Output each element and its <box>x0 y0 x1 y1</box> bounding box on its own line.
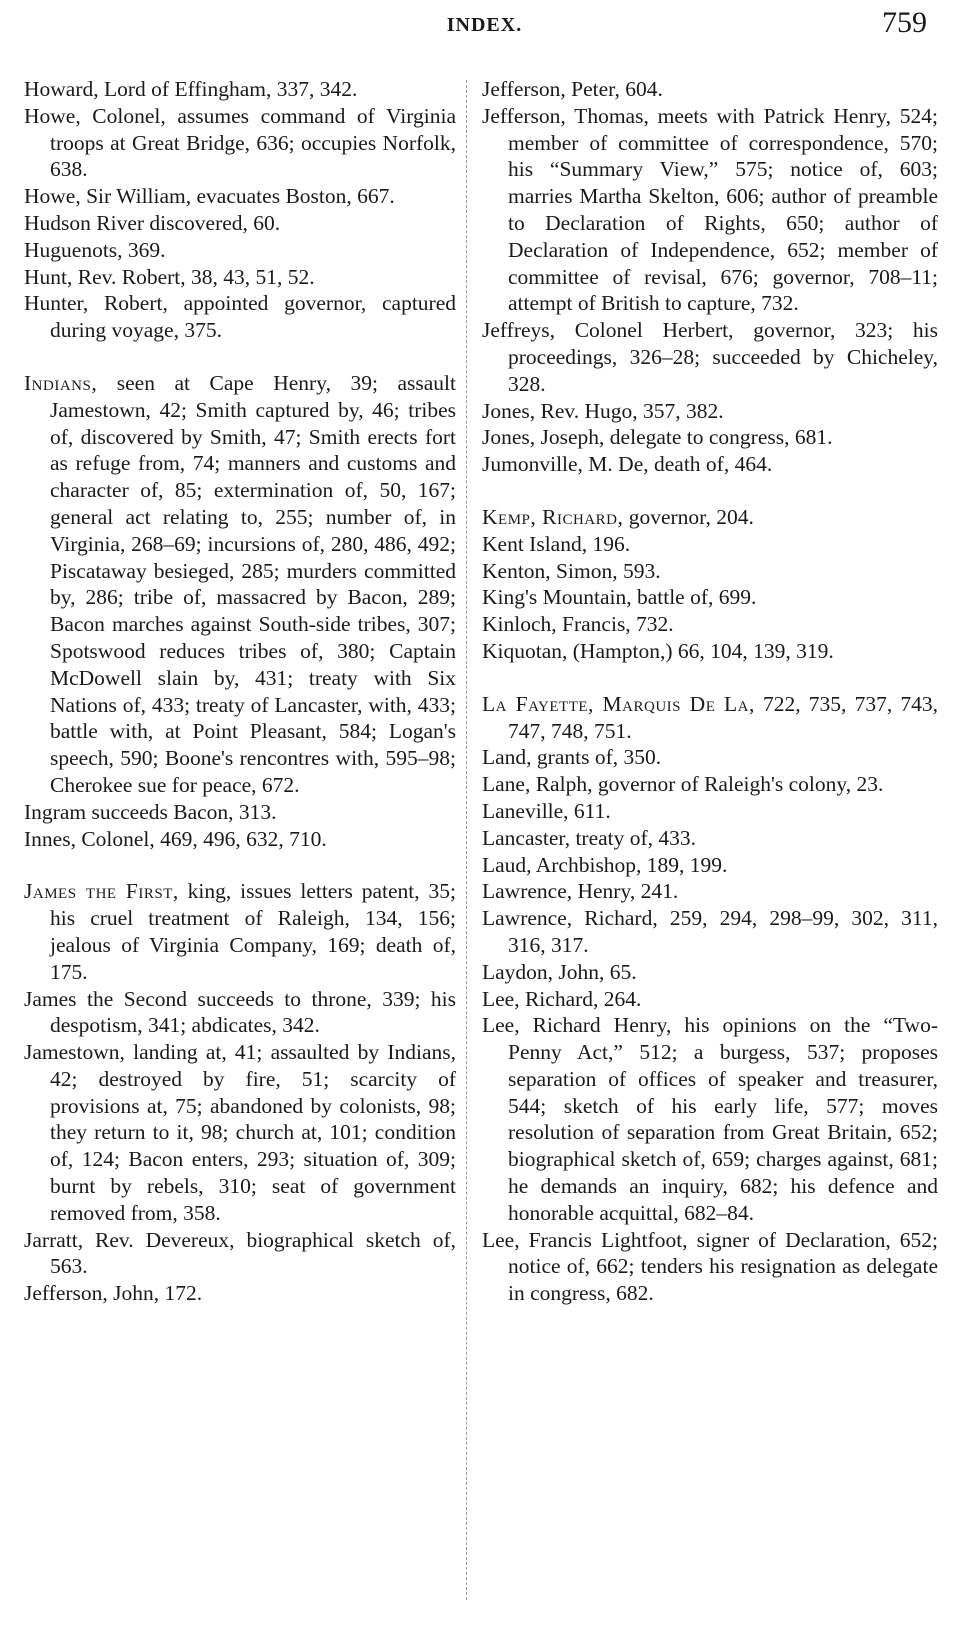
index-entry-text: Howe, Sir William, evacuates Boston, 667. <box>24 184 395 209</box>
index-entry-head: Indians, <box>24 370 98 395</box>
index-entry-text: Huguenots, 369. <box>24 237 166 262</box>
index-entry-head: James the First, <box>24 879 179 904</box>
index-entry-text: Jamestown, landing at, 41; assaulted by Indians, 42; destroyed by fire, 51; scarcity of provisions at, 75; abandoned by colonists, 98; they return to it, 98; church at, 101; condition of, 124; Bacon enters, 293; situation of, 309; burnt by rebels, 310; seat of government removed from, 358. <box>24 1040 456 1225</box>
index-entry-text: Kenton, Simon, 593. <box>482 558 661 583</box>
index-entry-text: Jefferson, Peter, 604. <box>482 77 663 101</box>
index-entry-text: Lee, Richard, 264. <box>482 986 642 1011</box>
index-entry <box>482 986 938 1013</box>
right-column <box>482 76 938 1307</box>
index-entry-text: Laud, Archbishop, 189, 199. <box>482 852 728 877</box>
index-entry <box>482 905 938 959</box>
index-entry <box>482 424 938 451</box>
column-divider <box>466 80 467 1600</box>
index-entry-text: James the Second succeeds to throne, 339; his despotism, 341; abdicates, 342. <box>24 986 456 1038</box>
index-entry <box>24 986 456 1040</box>
section-gap <box>482 665 938 691</box>
page-number: 759 <box>882 6 927 39</box>
index-entry-text: Howe, Colonel, assumes command of Virginia troops at Great Bridge, 636; occupies Norfolk, 638. <box>24 103 456 182</box>
index-entry <box>24 1280 456 1307</box>
section-gap <box>24 344 456 370</box>
index-entry-text: Jones, Rev. Hugo, 357, 382. <box>482 398 724 423</box>
index-entry-text: Lawrence, Henry, 241. <box>482 879 679 904</box>
index-entry <box>482 878 938 905</box>
index-entry-text: Jefferson, John, 172. <box>24 1281 203 1306</box>
index-entry <box>482 771 938 798</box>
index-entry <box>482 798 938 825</box>
index-entry <box>24 799 456 826</box>
index-entry <box>482 611 938 638</box>
index-entry <box>24 103 456 183</box>
index-entry-head: La Fayette, Marquis De La, <box>482 691 755 716</box>
index-entry <box>24 370 456 799</box>
index-entry <box>24 237 456 264</box>
index-entry-text: Laydon, John, 65. <box>482 959 637 984</box>
index-entry <box>24 878 456 985</box>
index-entry <box>482 504 938 531</box>
index-entry <box>24 183 456 210</box>
index-entry <box>482 1012 938 1226</box>
index-entry-text: Hudson River discovered, 60. <box>24 210 281 235</box>
index-entry <box>24 826 456 853</box>
index-entry-text: Jumonville, M. De, death of, 464. <box>482 452 773 477</box>
index-entry-text: Ingram succeeds Bacon, 313. <box>24 799 277 824</box>
index-entry <box>482 825 938 852</box>
index-entry-text: King's Mountain, battle of, 699. <box>482 585 757 610</box>
index-entry <box>482 744 938 771</box>
index-entry-text: Jeffreys, Colonel Herbert, governor, 323; his proceedings, 326–28; succeeded by Chicheley, 328. <box>482 318 938 396</box>
index-entry-text: king, issues letters patent, 35; his cruel treatment of Raleigh, 134, 156; jealous of Virginia Company, 169; death of, 175. <box>50 879 456 984</box>
index-entry-text: Hunter, Robert, appointed governor, captured during voyage, 375. <box>24 291 456 343</box>
index-entry <box>482 103 938 317</box>
index-entry <box>24 210 456 237</box>
section-gap <box>482 478 938 504</box>
index-entry-text: Land, grants of, 350. <box>482 745 662 770</box>
section-gap <box>24 852 456 878</box>
index-entry-text: Laneville, 611. <box>482 798 611 823</box>
index-entry <box>24 1039 456 1227</box>
index-entry-text: Kinloch, Francis, 732. <box>482 612 674 637</box>
index-entry <box>482 691 938 745</box>
index-entry <box>24 290 456 344</box>
index-entry-text: seen at Cape Henry, 39; assault Jamestown, 42; Smith captured by, 46; tribes of, discovered by Smith, 47; Smith erects fort as refuge from, 74; manners and customs and character of, 85; extermination of, 50, 167; general act relating to, 255; number of, in Virginia, 268–69; incursions of, 280, 486, 492; Piscataway besieged, 285; murders committed by, 286; tribe of, massacred by Bacon, 289; Bacon marches against South-side tribes, 307; Spotswood reduces tribes of, 380; Captain McDowell slain by, 431; treaty with Six Nations of, 433; treaty of Lancaster, with, 433; battle with, at Point Pleasant, 584; Logan's speech, 590; Boone's rencontres with, 595–98; Cherokee sue for peace, 672. <box>50 370 456 797</box>
index-entry-text: Hunt, Rev. Robert, 38, 43, 51, 52. <box>24 264 315 289</box>
index-entry <box>482 852 938 879</box>
index-entry <box>482 76 938 103</box>
index-entry <box>482 638 938 665</box>
index-entry-text: Lane, Ralph, governor of Raleigh's colony, 23. <box>482 772 884 797</box>
index-entry-head: Kemp, Richard, <box>482 504 624 529</box>
index-entry-text: Kiquotan, (Hampton,) 66, 104, 139, 319. <box>482 638 834 663</box>
index-entry-text: Howard, Lord of Effingham, 337, 342. <box>24 77 358 101</box>
index-entry-text: Kent Island, 196. <box>482 531 631 556</box>
index-entry-text: Lee, Francis Lightfoot, signer of Declaration, 652; notice of, 662; tenders his resignation as delegate in congress, 682. <box>482 1227 938 1306</box>
index-entry <box>482 398 938 425</box>
index-entry-text: Jarratt, Rev. Devereux, biographical sketch of, 563. <box>24 1227 456 1279</box>
index-entry-text: Innes, Colonel, 469, 496, 632, 710. <box>24 826 327 851</box>
index-entry <box>482 451 938 478</box>
index-entry <box>482 317 938 397</box>
index-entry-text: Lawrence, Richard, 259, 294, 298–99, 302, 311, 316, 317. <box>482 906 938 957</box>
index-entry <box>482 558 938 585</box>
index-entry-text: Jones, Joseph, delegate to congress, 681. <box>482 425 833 450</box>
index-entry-text: Jefferson, Thomas, meets with Patrick Henry, 524; member of committee of correspondence, 570; his “Summary View,” 575; notice of, 603; marries Martha Skelton, 606; author of preamble to Declaration of Rights, 650; author of Declaration of Independence, 652; member of committee of revisal, 676; governor, 708–11; attempt of British to capture, 732. <box>482 103 938 316</box>
index-entry <box>482 959 938 986</box>
index-entry-text: 722, 735, 737, 743, 747, 748, 751. <box>508 691 938 743</box>
index-entry <box>482 1227 938 1307</box>
index-entry-text: Lee, Richard Henry, his opinions on the “Two-Penny Act,” 512; a burgess, 537; proposes separation of offices of speaker and treasurer, 544; sketch of his early life, 577; moves resolution of separation from Great Britain, 652; biographical sketch of, 659; charges against, 681; he demands an inquiry, 682; his defence and honorable acquittal, 682–84. <box>482 1013 938 1225</box>
index-entry <box>482 531 938 558</box>
page-title: INDEX. <box>446 14 523 36</box>
index-entry <box>482 584 938 611</box>
index-entry-text: Lancaster, treaty of, 433. <box>482 825 697 850</box>
index-entry <box>24 264 456 291</box>
index-entry <box>24 76 456 103</box>
index-entry <box>24 1227 456 1281</box>
left-column <box>24 76 456 1307</box>
index-entry-text: governor, 204. <box>623 504 754 529</box>
